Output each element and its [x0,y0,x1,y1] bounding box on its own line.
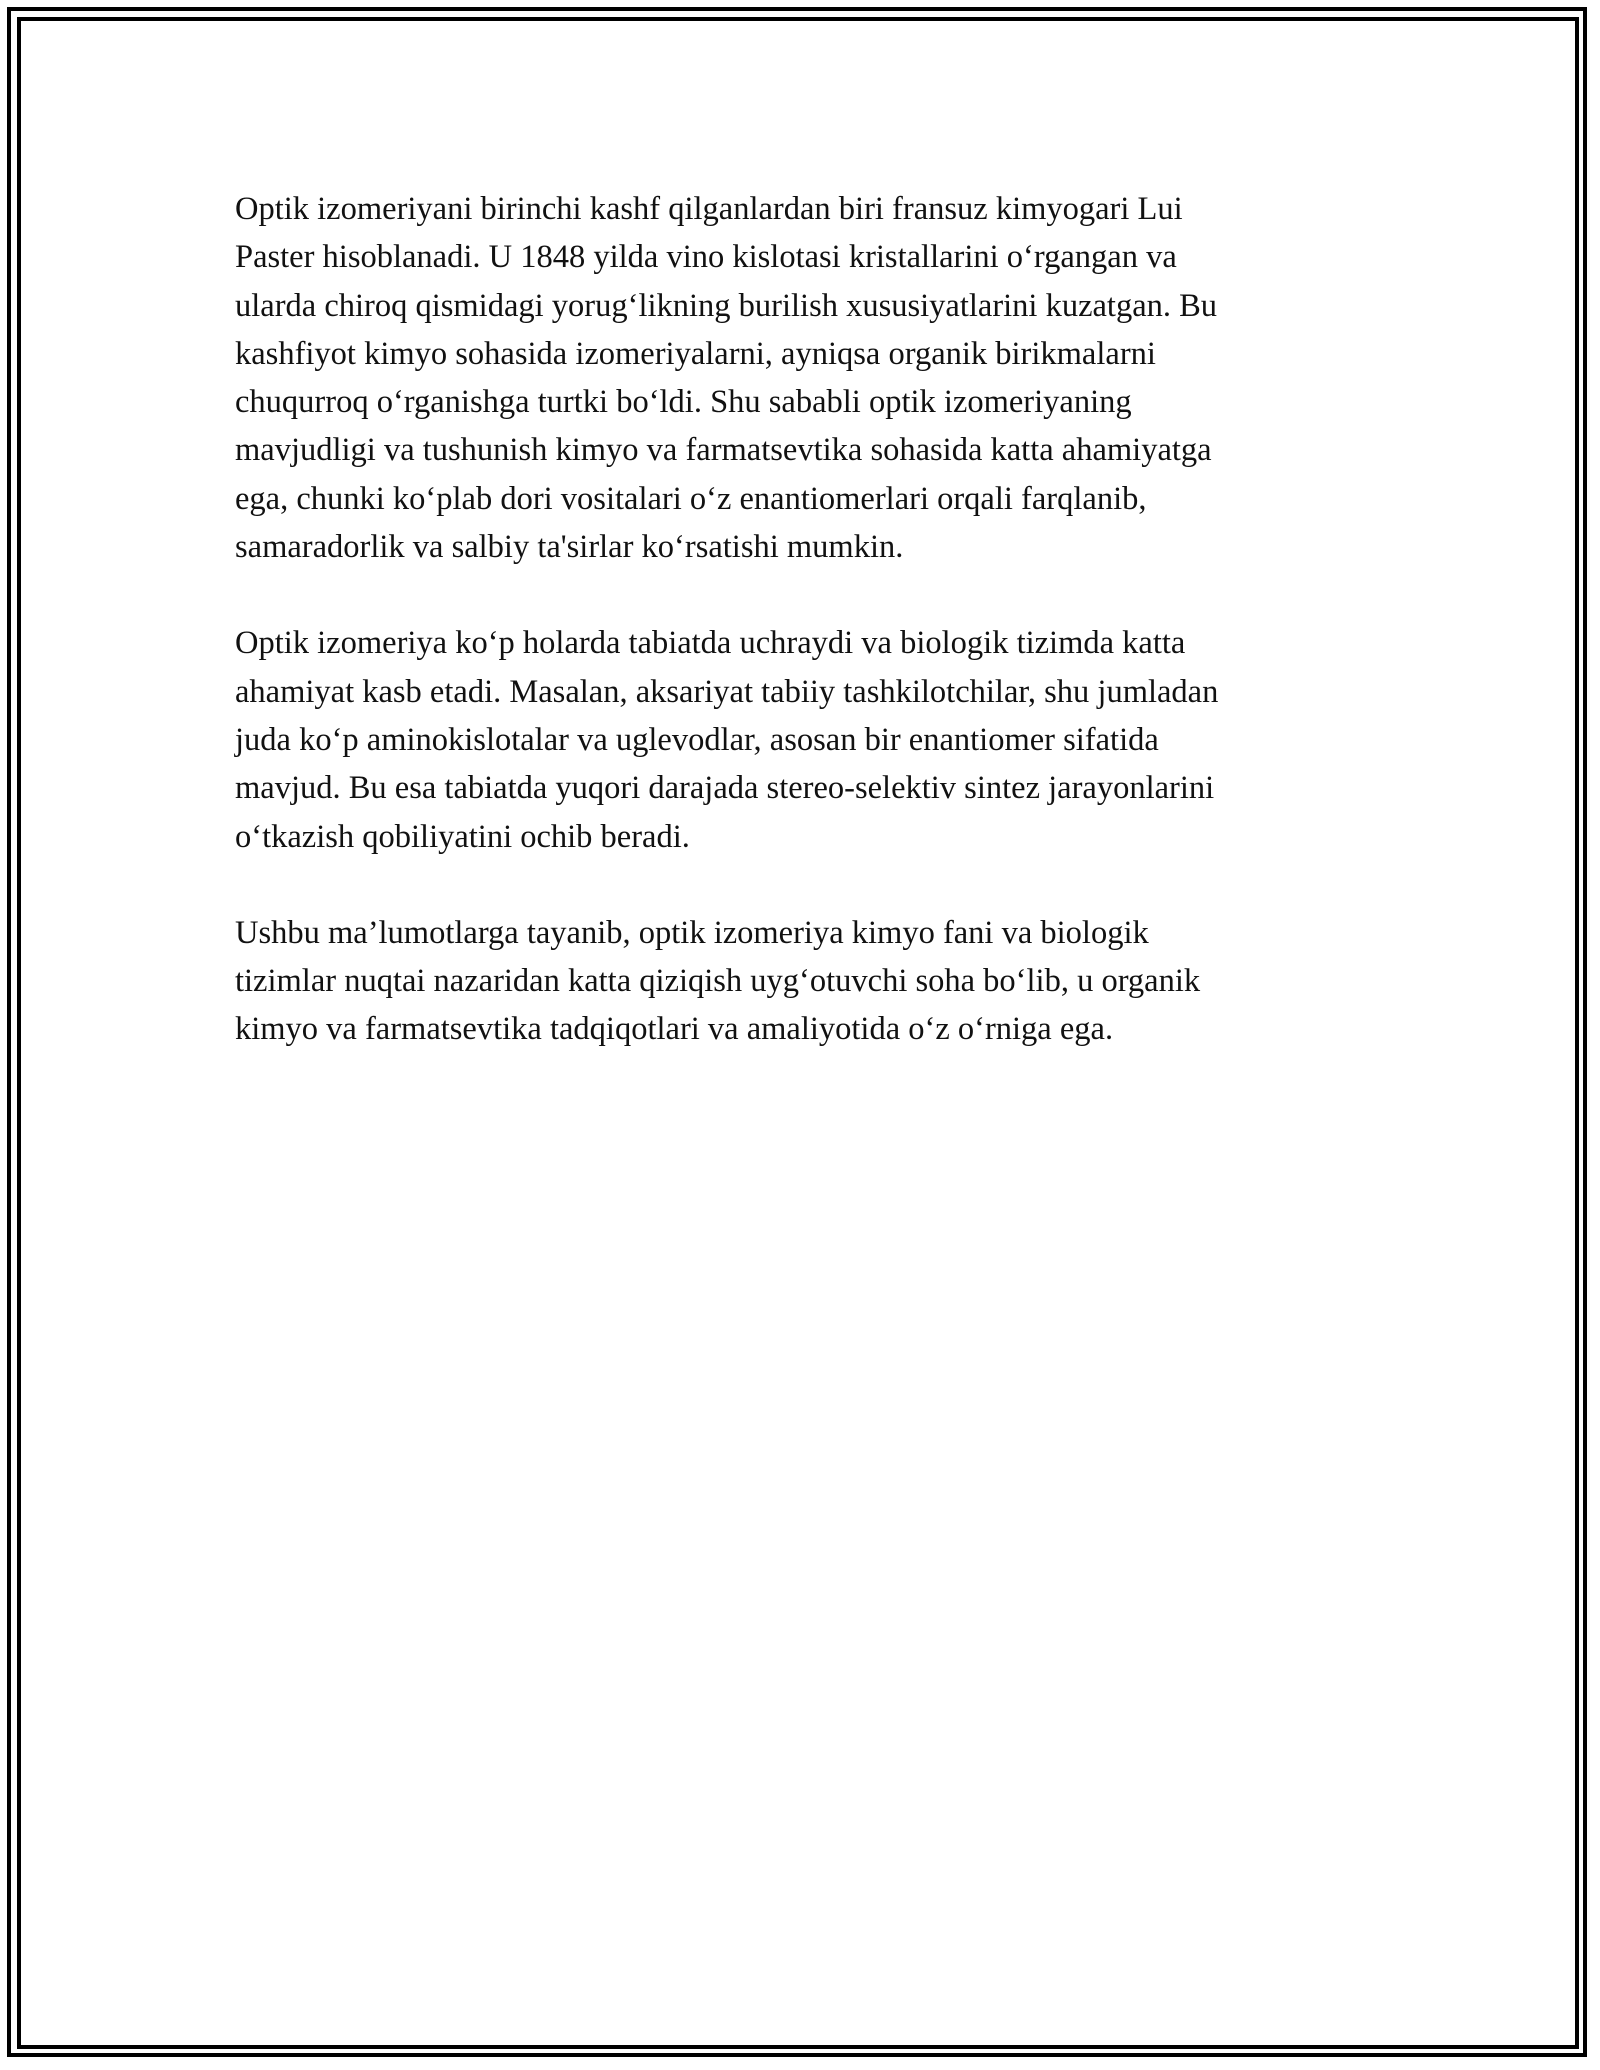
paragraph-3: Ushbu ma’lumotlarga tayanib, optik izomeriya kimyo fani va biologik tizimlar nuqtai nazaridan katta qiziqish uyg‘otuvchi soha bo‘lib, u organik kimyo va farmatsevtika tadqiqotlari va amaliyotida o‘z o‘rniga ega. [235,914,1201,1048]
document-body [235,185,1385,1102]
paragraph-1: Optik izomeriyani birinchi kashf qilganlardan biri fransuz kimyogari Lui Paster hisoblanadi. U 1848 yilda vino kislotasi kristallarini o‘rgangan va ularda chiroq qismidagi yorug‘likning burilish xususiyatlarini kuzatgan. Bu kashfiyot kimyo sohasida izomeriyalarni, ayniqsa organik birikmalarni chuqurroq o‘rganishga turtki bo‘ldi. Shu sababli optik izomeriyaning mavjudligi va tushunish kimyo va farmatsevtika sohasida katta ahamiyatga ega, chunki ko‘plab dori vositalari o‘z enantiomerlari orqali farqlanib, samaradorlik va salbiy ta'sirlar ko‘rsatishi mumkin. [235,191,1218,566]
paragraph-2: Optik izomeriya ko‘p holarda tabiatda uchraydi va biologik tizimda katta ahamiyat kasb etadi. Masalan, aksariyat tabiiy tashkilotchilar, shu jumladan juda ko‘p aminokislotalar va uglevodlar, asosan bir enantiomer sifatida mavjud. Bu esa tabiatda yuqori darajada stereo-selektiv sintez jarayonlarini o‘tkazish qobiliyatini ochib beradi. [235,625,1219,855]
